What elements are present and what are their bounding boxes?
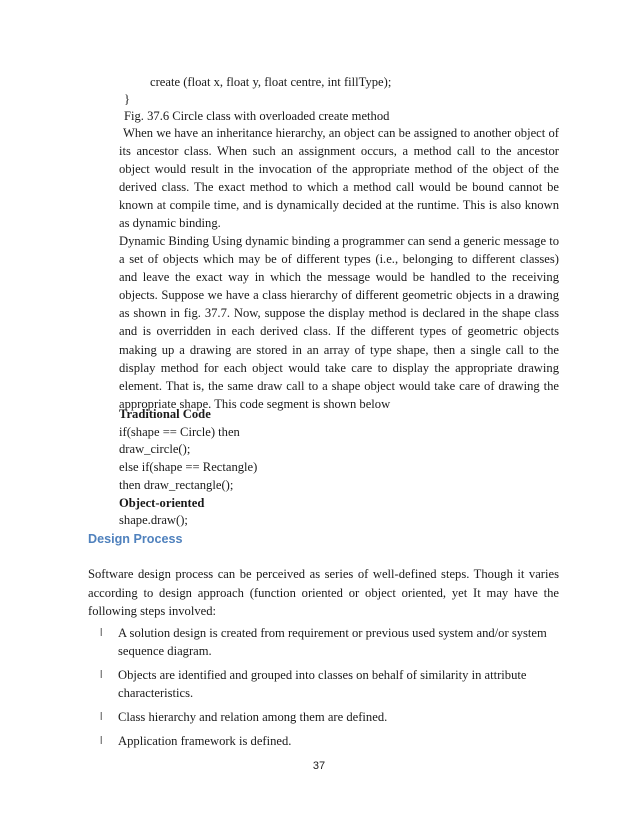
list-item bbox=[88, 666, 559, 702]
figure-caption: Fig. 37.6 Circle class with overloaded create method bbox=[124, 109, 390, 123]
paragraph-inheritance-text: When we have an inheritance hierarchy, an object can be assigned to another object of its ancestor class. When such an assignment occurs, a method call to the ancestor object would result in the invocation of the appropriate method of the object of the derived class. The exact method to which a method call would be bound cannot be known at compile time, and is dynamically decided at the runtime. This is also known as dynamic binding. bbox=[119, 126, 559, 231]
list-item bbox=[88, 732, 559, 750]
paragraph-inheritance bbox=[119, 124, 559, 233]
bullet-icon: l bbox=[100, 711, 103, 724]
page-number: 37 bbox=[312, 760, 326, 772]
code-comparison-block bbox=[119, 406, 257, 530]
list-item-text: Class hierarchy and relation among them are defined. bbox=[118, 710, 388, 725]
bullet-icon: l bbox=[100, 669, 103, 682]
bullet-icon: l bbox=[100, 627, 103, 639]
code-closing-brace: } bbox=[124, 92, 131, 106]
object-oriented-heading: Object-oriented bbox=[119, 495, 205, 510]
design-steps-list bbox=[88, 624, 559, 757]
list-item bbox=[88, 708, 559, 726]
traditional-code-heading: Traditional Code bbox=[119, 407, 211, 421]
code-line: then draw_rectangle(); bbox=[119, 477, 234, 492]
paragraph-dynamic-binding-text: Dynamic Binding Using dynamic binding a programmer can send a generic message to a set of objects which may be of different types (i.e., belonging to different classes) and leave the exact way in which the message would be handled to the receiving objects. Suppose we have a class hierarchy of different geometric objects in a drawing as shown in fig. 37.7. Now, suppose the display method is declared in the shape class and is overridden in each derived class. If the different types of geometric objects making up a drawing are stored in an array of type shape, then a single call to the display method for each object would take care to display the appropriate drawing element. That is, the same draw call to a shape object would take care of drawing the appropriate shape. This code segment is shown below bbox=[119, 234, 559, 411]
list-item-text: Objects are identified and grouped into classes on behalf of similarity in attribute characteristics. bbox=[118, 668, 527, 701]
section-heading-design-process: Design Process bbox=[88, 532, 183, 546]
code-line: if(shape == Circle) then bbox=[119, 424, 240, 439]
code-line: shape.draw(); bbox=[119, 513, 188, 528]
paragraph-dynamic-binding bbox=[119, 232, 559, 413]
list-item-text: A solution design is created from requirement or previous used system and/or system sequence diagram. bbox=[118, 626, 547, 659]
paragraph-design-process: Software design process can be perceived as series of well-defined steps. Though it varies according to design approach (function oriented or object oriented, yet It may have the following steps involved: bbox=[88, 567, 559, 618]
code-create-signature: create (float x, float y, float centre, int fillType); bbox=[150, 75, 392, 89]
bullet-icon: l bbox=[100, 735, 103, 748]
list-item-text: Application framework is defined. bbox=[118, 734, 292, 749]
code-line: draw_circle(); bbox=[119, 442, 191, 457]
list-item bbox=[88, 624, 559, 660]
code-line: else if(shape == Rectangle) bbox=[119, 460, 258, 475]
